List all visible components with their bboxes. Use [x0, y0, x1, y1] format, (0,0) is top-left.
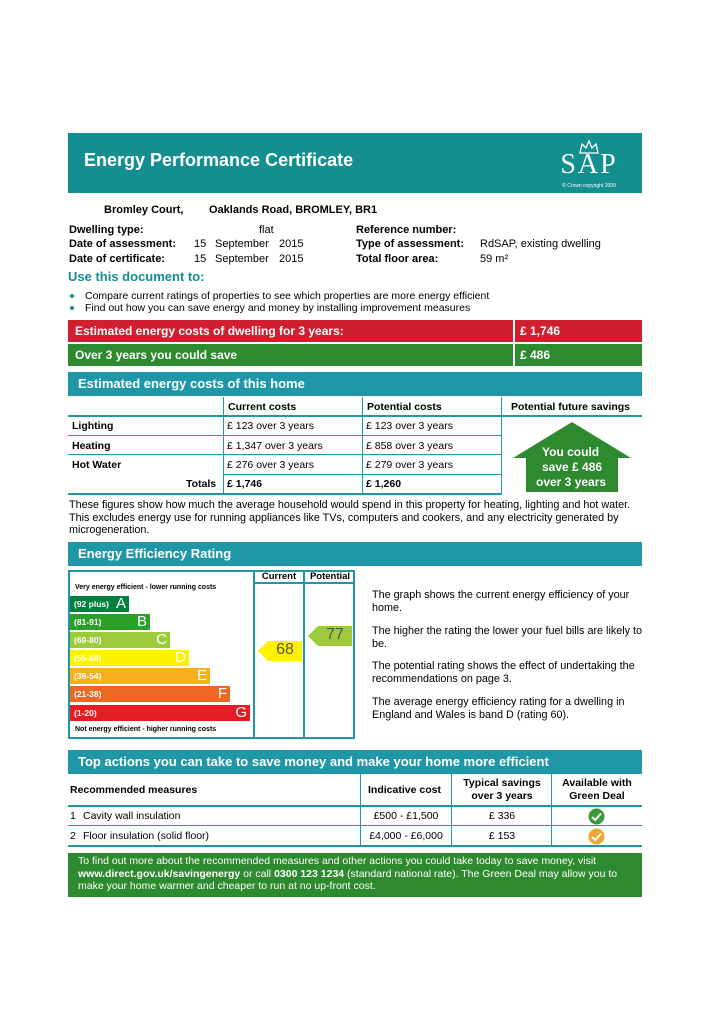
- green-check-icon: [588, 808, 605, 825]
- band-f: (21-38) F: [70, 686, 230, 702]
- reference-label: Reference number:: [356, 224, 457, 236]
- savings-arrow-line1: You could: [542, 445, 600, 459]
- savings-value: £ 486: [520, 348, 551, 362]
- row-label-heating: Heating: [72, 440, 111, 452]
- actions-section-title: Top actions you can take to save money and make your home more efficient: [78, 754, 549, 769]
- band-d: (55-68) D: [70, 650, 189, 666]
- savings-arrow-line2: save £ 486: [542, 460, 603, 474]
- totals-label: Totals: [186, 478, 217, 490]
- efficiency-text-1: The graph shows the current energy efficiency of your home.: [372, 589, 630, 614]
- assessment-type-value: RdSAP, existing dwelling: [480, 238, 601, 250]
- top-efficiency-label: Very energy efficient - lower running costs: [75, 584, 217, 591]
- band-e: (39-54) E: [70, 668, 210, 684]
- address-line2: Oaklands Road, BROMLEY, BR1: [209, 204, 378, 216]
- costs-section-header: [68, 372, 642, 396]
- heating-potential: £ 858 over 3 years: [366, 440, 453, 452]
- certificate-month: September: [215, 253, 269, 265]
- header-potential-savings: Potential future savings: [511, 401, 631, 413]
- sap-logo: [550, 139, 628, 189]
- address-line1: Bromley Court,: [104, 204, 184, 216]
- action-2-measure: Floor insulation (solid floor): [83, 830, 210, 842]
- band-b: (81-91) B: [70, 614, 150, 630]
- bullet-icon: [70, 294, 74, 298]
- floor-area-value: 59 m²: [480, 253, 509, 265]
- bullet-icon: [70, 306, 74, 310]
- certificate-date-label: Date of certificate:: [69, 253, 165, 265]
- efficiency-text-2: The higher the rating the lower your fuel bills are likely to be.: [372, 625, 643, 650]
- savings-label: Over 3 years you could save: [75, 348, 238, 362]
- estimated-costs-value: £ 1,746: [520, 324, 561, 338]
- header-savings-1: Typical savings: [463, 777, 541, 789]
- floor-area-label: Total floor area:: [356, 253, 439, 265]
- actions-section-header: [68, 750, 642, 774]
- savings-arrow-line3: over 3 years: [536, 475, 607, 489]
- header-savings-2: over 3 years: [471, 790, 533, 802]
- dwelling-type-value: flat: [259, 224, 274, 236]
- lighting-current: £ 123 over 3 years: [227, 420, 314, 432]
- certificate-header: [68, 133, 642, 193]
- action-2-savings: £ 153: [488, 830, 516, 842]
- action-1-savings: £ 336: [488, 810, 516, 822]
- header-green-deal-2: Green Deal: [569, 790, 625, 802]
- row-label-lighting: Lighting: [72, 420, 114, 432]
- action-2-num: 2: [70, 830, 76, 842]
- band-c: (69-80) C: [70, 632, 170, 648]
- lighting-potential: £ 123 over 3 years: [366, 420, 453, 432]
- sap-logo-text: SAP: [560, 149, 618, 180]
- costs-section-title: Estimated energy costs of this home: [78, 376, 305, 391]
- actions-footer: To find out more about the recommended measures and other actions you could take today to save money, visit www.direct.gov.uk/savingenergy or call 0300 123 1234 (standard national rate). The Green Deal may allow you to make your home warmer and cheaper to run at no up-front cost.: [68, 853, 642, 897]
- action-1-num: 1: [70, 810, 76, 822]
- assessment-year: 2015: [279, 238, 304, 250]
- sap-copyright: © Crown copyright 2009: [562, 183, 616, 189]
- heating-current: £ 1,347 over 3 years: [227, 440, 323, 452]
- action-2-cost: £4,000 - £6,000: [369, 830, 443, 842]
- assessment-day: 15: [194, 238, 207, 250]
- estimated-costs-bar: [68, 320, 642, 342]
- header-current-costs: Current costs: [228, 401, 297, 413]
- totals-current: £ 1,746: [227, 478, 263, 490]
- certificate-year: 2015: [279, 253, 304, 265]
- assessment-type-label: Type of assessment:: [356, 238, 465, 250]
- certificate-day: 15: [194, 253, 207, 265]
- dwelling-type-label: Dwelling type:: [69, 224, 144, 236]
- costs-note: These figures show how much the average household would spend in this property for heating, lighting and hot water. This excludes energy use for running appliances like TVs, computers and cookers, and any electricity generated by microgeneration.: [69, 499, 631, 536]
- bottom-efficiency-label: Not energy efficient - higher running costs: [75, 726, 217, 733]
- hot-water-current: £ 276 over 3 years: [227, 459, 314, 471]
- use-document-title: Use this document to:: [68, 269, 205, 284]
- col-current-label: Current: [261, 571, 297, 582]
- hot-water-potential: £ 279 over 3 years: [366, 459, 453, 471]
- assessment-date-label: Date of assessment:: [69, 238, 176, 250]
- efficiency-text-3: The potential rating shows the effect of undertaking the recommendations on page 3.: [372, 660, 635, 685]
- efficiency-section-title: Energy Efficiency Rating: [78, 546, 232, 561]
- action-1-measure: Cavity wall insulation: [83, 810, 181, 822]
- totals-potential: £ 1,260: [366, 478, 402, 490]
- action-1-cost: £500 - £1,500: [373, 810, 439, 822]
- band-g: (1-20) G: [70, 705, 250, 721]
- savingenergy-link[interactable]: www.direct.gov.uk/savingenergy: [78, 867, 241, 880]
- efficiency-text-4: The average energy efficiency rating for a dwelling in England and Wales is band D (rating 60).: [372, 696, 625, 721]
- header-green-deal-1: Available with: [562, 777, 632, 789]
- row-label-hot-water: Hot Water: [72, 459, 122, 471]
- col-potential-label: Potential: [309, 571, 351, 582]
- band-a: (92 plus) A: [70, 596, 129, 612]
- potential-rating-value: 77: [326, 626, 344, 643]
- phone-number: 0300 123 1234: [274, 867, 345, 880]
- estimated-costs-label: Estimated energy costs of dwelling for 3 years:: [75, 324, 344, 338]
- savings-bar: [68, 344, 642, 366]
- orange-check-icon: [588, 828, 605, 845]
- header-measures: Recommended measures: [70, 784, 198, 796]
- assessment-month: September: [215, 238, 269, 250]
- header-cost: Indicative cost: [368, 784, 441, 796]
- header-potential-costs: Potential costs: [367, 401, 442, 413]
- efficiency-section-header: [68, 542, 642, 566]
- current-rating-value: 68: [276, 641, 294, 658]
- certificate-title: Energy Performance Certificate: [84, 150, 354, 170]
